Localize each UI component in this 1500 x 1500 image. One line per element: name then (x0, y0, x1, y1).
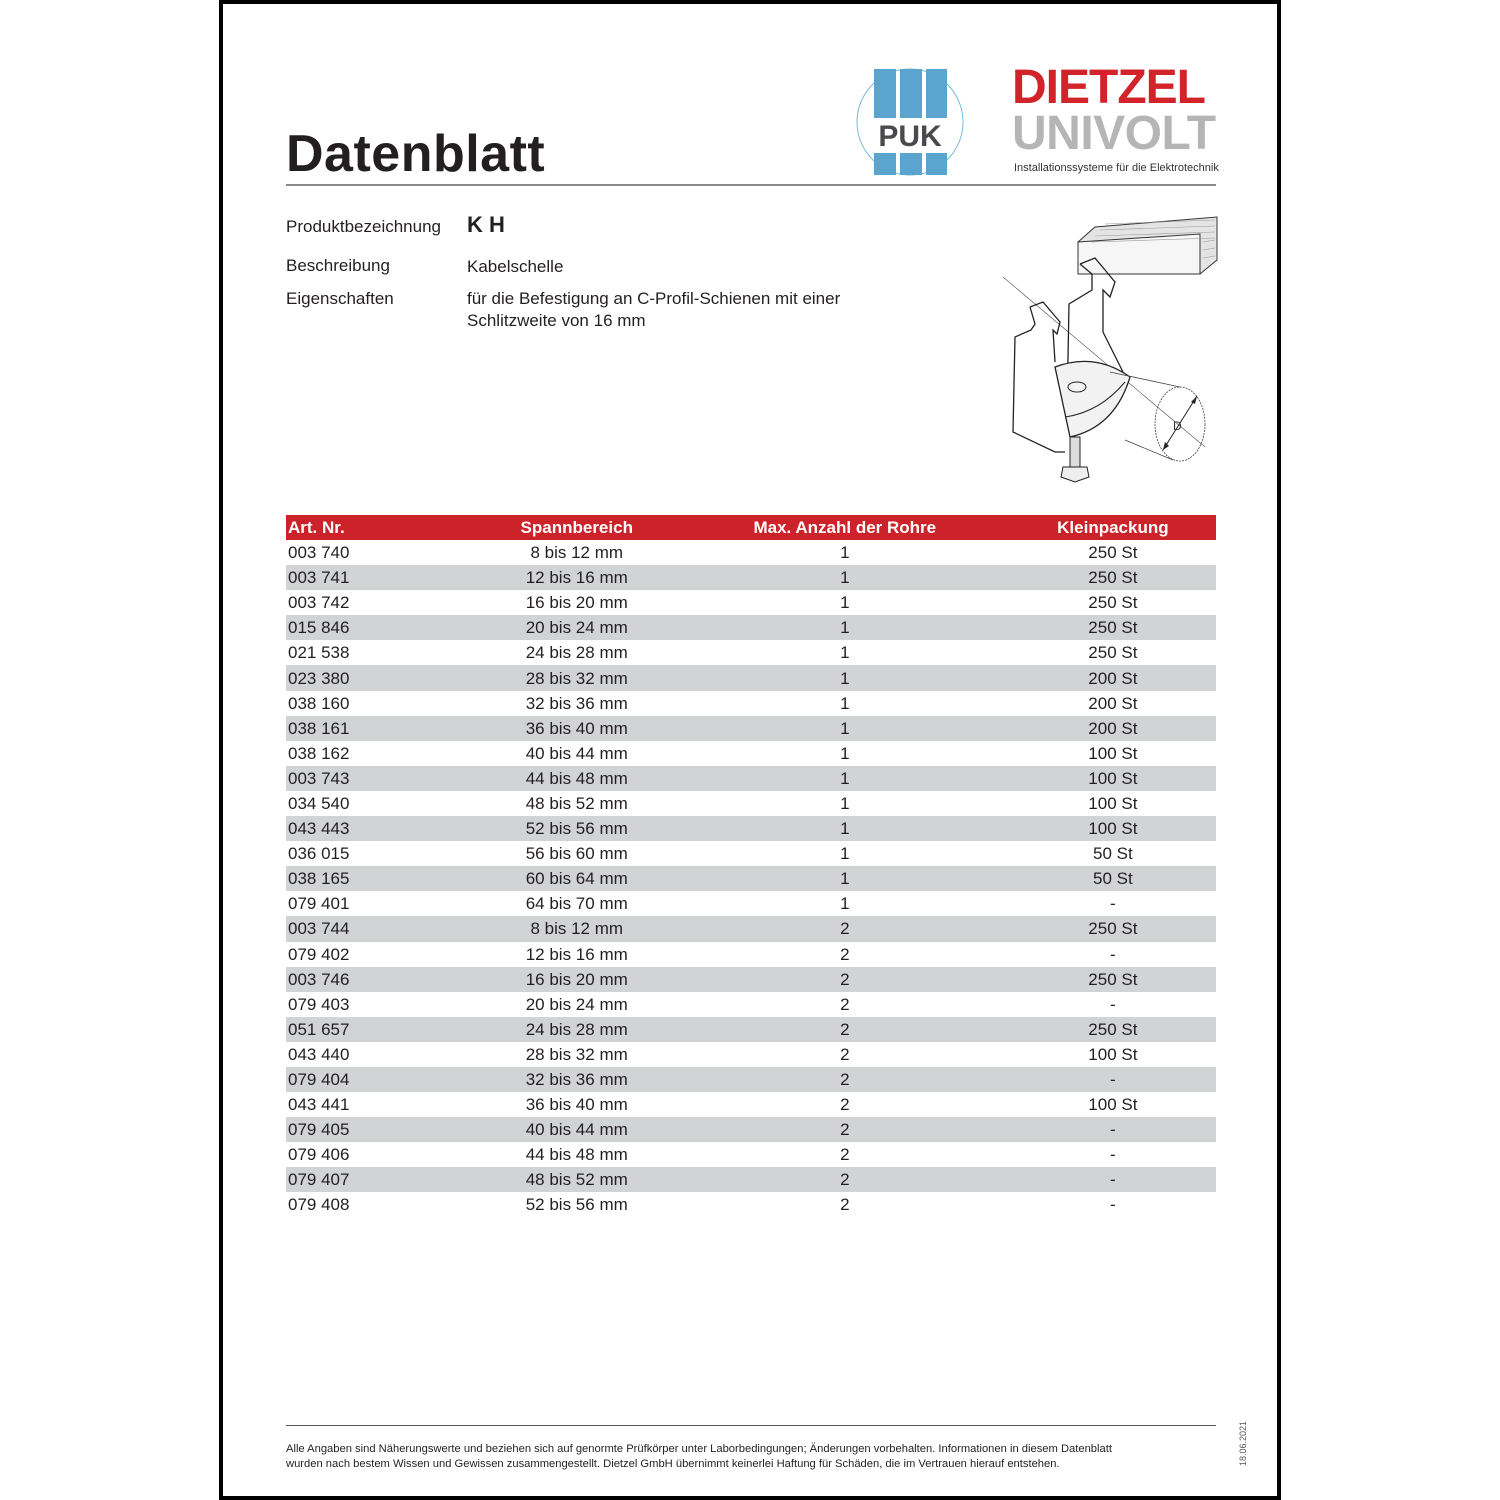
art-nr-cell: 003 742 (288, 593, 350, 613)
spannbereich-cell: 60 bis 64 mm (474, 866, 680, 891)
max-anzahl-cell: 1 (840, 844, 850, 864)
max-anzahl-cell: 1 (840, 593, 850, 613)
max-anzahl-cell: 2 (680, 1117, 1010, 1142)
art-nr-cell: 003 740 (288, 543, 350, 563)
product-description: Kabelschelle (467, 257, 564, 276)
kleinpackung-cell: 250 St (1010, 565, 1216, 590)
kleinpackung-cell: 250 St (1088, 543, 1138, 563)
product-properties-line1: für die Befestigung an C-Profil-Schienen mit einer (467, 289, 841, 308)
art-nr-cell: 038 165 (286, 866, 474, 891)
product-properties-line2: Schlitzweite von 16 mm (467, 311, 646, 330)
spannbereich-cell: 12 bis 16 mm (474, 565, 680, 590)
table-row (286, 615, 1216, 640)
kleinpackung-cell: - (1110, 1145, 1116, 1165)
spannbereich-cell: 28 bis 32 mm (525, 1044, 628, 1064)
table-row (286, 565, 1216, 590)
spannbereich-cell: 20 bis 24 mm (474, 615, 680, 640)
cable-clamp-illustration-icon (995, 212, 1220, 487)
art-nr-cell: 003 746 (286, 967, 474, 992)
kleinpackung-cell: 100 St (1010, 766, 1216, 791)
kleinpackung-cell: 250 St (1010, 615, 1216, 640)
spannbereich-cell: 20 bis 24 mm (525, 994, 628, 1014)
max-anzahl-cell: 1 (680, 716, 1010, 741)
table-body (286, 540, 1216, 1218)
kleinpackung-cell: - (1010, 1167, 1216, 1192)
spannbereich-cell: 48 bis 52 mm (525, 793, 628, 813)
table-row (286, 540, 1216, 565)
column-header-kleinpackung: Kleinpackung (1010, 515, 1216, 540)
table-row (286, 1017, 1216, 1042)
table-row (286, 816, 1216, 841)
max-anzahl-cell: 2 (840, 944, 850, 964)
kleinpackung-cell: 250 St (1010, 916, 1216, 941)
spannbereich-cell: 8 bis 12 mm (530, 543, 624, 563)
spannbereich-cell: 24 bis 28 mm (525, 643, 628, 663)
field-label-eigenschaften: Eigenschaften (286, 289, 394, 308)
kleinpackung-cell: - (1110, 944, 1116, 964)
art-nr-cell: 023 380 (286, 665, 474, 690)
kleinpackung-cell: 250 St (1088, 643, 1138, 663)
document-date: 18.06.2021 (1238, 1420, 1248, 1466)
table-row (286, 992, 1216, 1017)
art-nr-cell: 079 408 (288, 1195, 350, 1215)
kleinpackung-cell: - (1010, 1067, 1216, 1092)
table-row (286, 665, 1216, 690)
kleinpackung-cell: 200 St (1088, 693, 1138, 713)
art-nr-cell: 038 162 (288, 743, 350, 763)
max-anzahl-cell: 2 (680, 1167, 1010, 1192)
page-title: Datenblatt (286, 125, 546, 183)
table-row (286, 841, 1216, 866)
spannbereich-cell: 44 bis 48 mm (525, 1145, 628, 1165)
spannbereich-cell: 40 bis 44 mm (474, 1117, 680, 1142)
kleinpackung-cell: 100 St (1088, 793, 1138, 813)
spannbereich-cell: 52 bis 56 mm (474, 816, 680, 841)
kleinpackung-cell: 200 St (1010, 665, 1216, 690)
art-nr-cell: 043 440 (288, 1044, 350, 1064)
kleinpackung-cell: - (1110, 994, 1116, 1014)
column-header-art-nr: Art. Nr. (286, 515, 474, 540)
max-anzahl-cell: 1 (840, 693, 850, 713)
table-row (286, 1067, 1216, 1092)
kleinpackung-cell: 250 St (1010, 1017, 1216, 1042)
art-nr-cell: 038 161 (286, 716, 474, 741)
max-anzahl-cell: 2 (680, 1067, 1010, 1092)
art-nr-cell: 021 538 (288, 643, 350, 663)
spannbereich-cell: 24 bis 28 mm (474, 1017, 680, 1042)
art-nr-cell: 079 406 (288, 1145, 350, 1165)
footer-disclaimer (286, 1442, 1226, 1472)
spannbereich-cell: 16 bis 20 mm (474, 967, 680, 992)
table-row (286, 916, 1216, 941)
table-row (286, 1142, 1216, 1167)
column-header-spannbereich: Spannbereich (474, 515, 680, 540)
table-row (286, 741, 1216, 766)
table-row (286, 791, 1216, 816)
puk-logo (855, 68, 967, 178)
spannbereich-cell: 8 bis 12 mm (474, 916, 680, 941)
table-row (286, 766, 1216, 791)
disclaimer-line-1: Alle Angaben sind Näherungswerte und beziehen sich auf genormte Prüfkörper unter Laborbedingungen; Änderungen vorbehalten. Informationen in diesem Datenblatt (286, 1443, 1112, 1455)
art-nr-cell: 034 540 (288, 793, 350, 813)
table-row (286, 1167, 1216, 1192)
art-nr-cell: 043 441 (288, 1095, 350, 1115)
table-row (286, 1042, 1216, 1067)
logo-divider (1012, 184, 1216, 186)
art-nr-cell: 036 015 (288, 844, 350, 864)
max-anzahl-cell: 1 (840, 643, 850, 663)
spannbereich-cell: 28 bis 32 mm (474, 665, 680, 690)
table-row (286, 967, 1216, 992)
footer-divider (286, 1425, 1216, 1426)
spannbereich-cell: 36 bis 40 mm (525, 1095, 628, 1115)
art-nr-cell: 051 657 (286, 1017, 474, 1042)
kleinpackung-cell: - (1010, 1117, 1216, 1142)
spannbereich-cell: 52 bis 56 mm (525, 1195, 628, 1215)
kleinpackung-cell: 100 St (1010, 816, 1216, 841)
art-nr-cell: 043 443 (286, 816, 474, 841)
table-row (286, 942, 1216, 967)
art-nr-cell: 003 741 (286, 565, 474, 590)
max-anzahl-cell: 1 (840, 743, 850, 763)
spannbereich-cell: 64 bis 70 mm (525, 894, 628, 914)
kleinpackung-cell: 250 St (1010, 967, 1216, 992)
max-anzahl-cell: 2 (680, 967, 1010, 992)
disclaimer-line-2: wurden nach bestem Wissen und Gewissen zusammengestellt. Dietzel GmbH übernimmt keinerlei Haftung für Schäden, die im Vertrauen hierauf entstehen. (286, 1458, 1060, 1470)
max-anzahl-cell: 2 (840, 1145, 850, 1165)
column-header-max-anzahl: Max. Anzahl der Rohre (680, 515, 1010, 540)
max-anzahl-cell: 2 (840, 1095, 850, 1115)
art-nr-cell: 079 403 (288, 994, 350, 1014)
art-nr-cell: 038 160 (288, 693, 350, 713)
max-anzahl-cell: 2 (680, 1017, 1010, 1042)
diameter-label: D (1173, 419, 1182, 433)
spannbereich-cell: 16 bis 20 mm (525, 593, 628, 613)
kleinpackung-cell: 250 St (1088, 593, 1138, 613)
field-label-produktbezeichnung: Produktbezeichnung (286, 217, 442, 236)
spannbereich-cell: 56 bis 60 mm (525, 844, 628, 864)
spannbereich-cell: 32 bis 36 mm (474, 1067, 680, 1092)
kleinpackung-cell: 50 St (1010, 866, 1216, 891)
spannbereich-cell: 48 bis 52 mm (474, 1167, 680, 1192)
max-anzahl-cell: 1 (680, 816, 1010, 841)
table-row (286, 1192, 1216, 1217)
max-anzahl-cell: 1 (840, 894, 850, 914)
max-anzahl-cell: 1 (680, 766, 1010, 791)
spannbereich-cell: 44 bis 48 mm (474, 766, 680, 791)
kleinpackung-cell: - (1110, 1195, 1116, 1215)
kleinpackung-cell: - (1110, 894, 1116, 914)
table-row (286, 691, 1216, 716)
kleinpackung-cell: 200 St (1010, 716, 1216, 741)
table-row (286, 866, 1216, 891)
logo-tagline: Installationssysteme für die Elektrotechnik (1014, 162, 1219, 174)
art-nr-cell: 079 407 (286, 1167, 474, 1192)
max-anzahl-cell: 1 (840, 793, 850, 813)
art-nr-cell: 079 401 (288, 894, 350, 914)
art-nr-cell: 003 744 (286, 916, 474, 941)
art-nr-cell: 015 846 (286, 615, 474, 640)
table-row (286, 590, 1216, 615)
table-row (286, 640, 1216, 665)
spannbereich-cell: 40 bis 44 mm (525, 743, 628, 763)
puk-logo-text: PUK (878, 120, 942, 153)
table-row (286, 891, 1216, 916)
art-nr-cell: 003 743 (286, 766, 474, 791)
table-row (286, 1092, 1216, 1117)
univolt-logo-text: UNIVOLT (1012, 107, 1216, 160)
product-table (286, 515, 1216, 1218)
field-label-beschreibung: Beschreibung (286, 256, 390, 275)
max-anzahl-cell: 1 (680, 565, 1010, 590)
max-anzahl-cell: 2 (840, 1195, 850, 1215)
dietzel-logo-text: DIETZEL (1012, 61, 1205, 114)
spannbereich-cell: 32 bis 36 mm (525, 693, 628, 713)
max-anzahl-cell: 1 (680, 866, 1010, 891)
max-anzahl-cell: 2 (840, 1044, 850, 1064)
table-header-row (286, 515, 1216, 540)
max-anzahl-cell: 1 (680, 665, 1010, 690)
art-nr-cell: 079 402 (288, 944, 350, 964)
max-anzahl-cell: 2 (680, 916, 1010, 941)
spannbereich-cell: 36 bis 40 mm (474, 716, 680, 741)
max-anzahl-cell: 2 (840, 994, 850, 1014)
max-anzahl-cell: 1 (840, 543, 850, 563)
table-row (286, 716, 1216, 741)
kleinpackung-cell: 100 St (1088, 743, 1138, 763)
art-nr-cell: 079 405 (286, 1117, 474, 1142)
max-anzahl-cell: 1 (680, 615, 1010, 640)
product-designation: K H (467, 212, 505, 237)
table-row (286, 1117, 1216, 1142)
kleinpackung-cell: 100 St (1088, 1095, 1138, 1115)
spannbereich-cell: 12 bis 16 mm (525, 944, 628, 964)
art-nr-cell: 079 404 (286, 1067, 474, 1092)
kleinpackung-cell: 50 St (1093, 844, 1133, 864)
kleinpackung-cell: 100 St (1088, 1044, 1138, 1064)
